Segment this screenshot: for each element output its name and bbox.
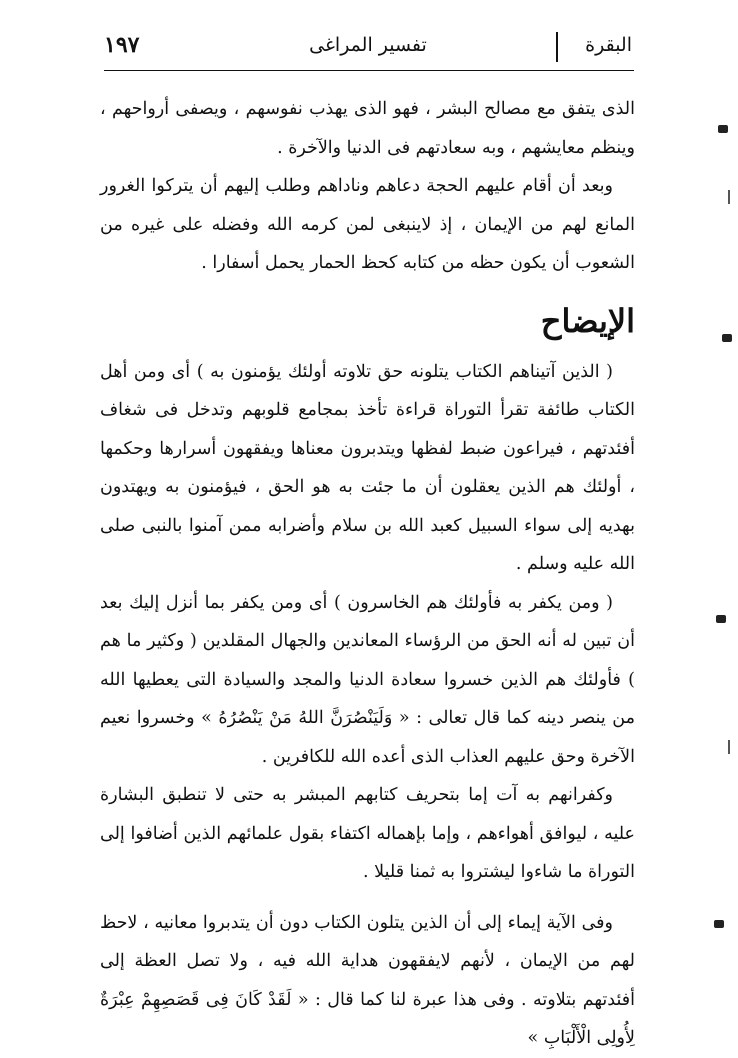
scan-tick — [728, 740, 730, 754]
paragraph-gap — [100, 892, 635, 904]
header-rule — [104, 70, 634, 71]
paragraph: وكفرانهم به آت إما بتحريف كتابهم المبشر به حتى لا تنطبق البشارة عليه ، ليوافق أهواءهم ، وإما بإهماله اكتفاء بقول علمائهم الذين أضافوا إلى التوراة ما شاءوا ليشتروا به ثمنا قليلا . — [100, 785, 635, 882]
page-number: ١٩٧ — [104, 32, 140, 58]
paragraph: وبعد أن أقام عليهم الحجة دعاهم وناداهم وطلب إليهم أن يتركوا الغرور المانع لهم من الإيمان ، إذ لاينبغى لمن كرمه الله وفضله على غيره من الشعوب أن يكون حظه من كتابه كحظ الحمار يحمل أسفارا . — [100, 176, 635, 273]
surah-name: البقرة — [585, 34, 632, 56]
paragraph: ( ومن يكفر به فأولئك هم الخاسرون ) أى ومن يكفر بما أنزل إليك بعد أن تبين له أنه الحق من الرؤساء المعاندين والجهال المقلدين ( وكثير ما هم ) فأولئك هم الذين خسروا سعادة الدنيا والمجد والسيادة التى يعطيها الله من ينصر دينه كما قال تعالى : « وَلَيَنْصُرَنَّ اللهُ مَنْ يَنْصُرُهُ » وخسروا نعيم الآخرة وحق عليهم العذاب الذى أعده الله للكافرين . — [100, 592, 635, 767]
scan-mark — [714, 920, 724, 928]
scan-mark — [722, 334, 732, 342]
scan-mark — [716, 615, 726, 623]
book-title: تفسير المراغى — [309, 34, 427, 56]
body-text — [100, 90, 635, 1058]
paragraph: الذى يتفق مع مصالح البشر ، فهو الذى يهذب نفوسهم ، ويصفى أرواحهم ، وينظم معايشهم ، وبه سعادتهم فى الدنيا والآخرة . — [100, 99, 635, 158]
paragraph: وفى الآية إيماء إلى أن الذين يتلون الكتاب دون أن يتدبروا معانيه ، لاحظ لهم من الإيمان ، لأنهم لايفقهون هداية الله فيه ، ولا تصل العظة إلى أفئدتهم بتلاوته . وفى هذا عبرة لنا كما قال : « لَقَدْ كَانَ فِى قَصَصِهِمْ عِبْرَةٌ لِأُولِى الْأَلْبَابِ » — [100, 912, 635, 1048]
section-heading: الإيضاح — [540, 301, 635, 340]
scan-tick — [728, 190, 730, 204]
running-head — [104, 30, 632, 66]
paragraph: ( الذين آتيناهم الكتاب يتلونه حق تلاوته أولئك يؤمنون به ) أى ومن أهل الكتاب طائفة تقرأ التوراة قراءة تأخذ بمجامع قلوبهم وتدخل فى شغاف أفئدتهم ، فيراعون ضبط لفظها ويتدبرون معناها ويفقهون أسرارها وحكمها ، أولئك هم الذين يعقلون أن ما جئت به هو الحق ، فيؤمنون به ويهتدون بهديه إلى سواء السبيل كعبد الله بن سلام وأضرابه ممن آمنوا بالنبى صلى الله عليه وسلم . — [100, 361, 635, 574]
scan-mark — [718, 125, 728, 133]
